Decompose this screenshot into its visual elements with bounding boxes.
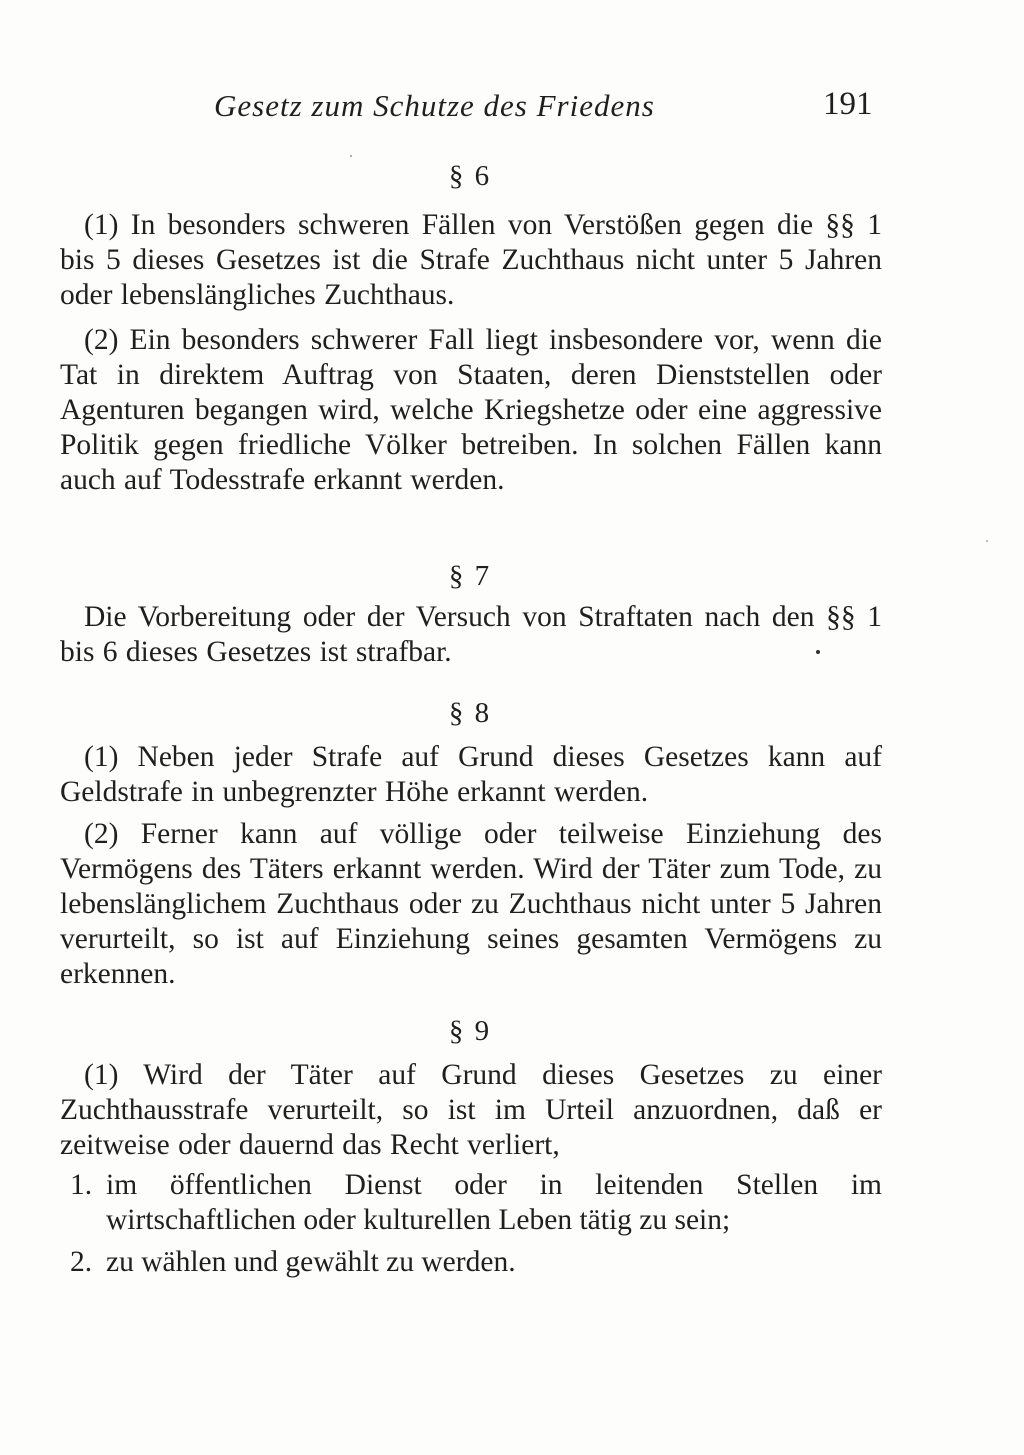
page-number: 191 — [823, 86, 873, 122]
list-item-text: im öffentlichen Dienst oder in leitenden Stellen im wirtschaftlichen oder kulturellen Leben tätig zu sein; — [106, 1169, 882, 1236]
list-item-text: zu wählen und gewählt zu werden. — [106, 1246, 516, 1278]
section-6-paragraph-2: (2) Ein besonders schwerer Fall liegt insbesondere vor, wenn die Tat in direktem Auftrag von Staaten, deren Dienststellen oder Agenturen begangen wird, welche Kriegshetze oder eine aggressive Politik gegen friedliche Völker betreiben. In solchen Fällen kann auch auf Todesstrafe erkannt werden. — [60, 324, 882, 496]
section-heading-8: § 8 — [448, 697, 492, 729]
scan-speck — [350, 155, 352, 157]
scan-speck — [816, 650, 820, 654]
section-8-paragraph-2: (2) Ferner kann auf völlige oder teilweise Einziehung des Vermögens des Täters erkannt werden. Wird der Täter zum Tode, zu lebenslänglichem Zuchthaus oder zu Zuchthaus nicht unter 5 Jahren verurteilt, so ist auf Einziehung seines gesamten Vermögens zu erkennen. — [60, 818, 882, 990]
section-8-paragraph-1: (1) Neben jeder Strafe auf Grund dieses Gesetzes kann auf Geldstrafe in unbegrenzter Höhe erkannt werden. — [60, 741, 882, 808]
section-heading-9: § 9 — [448, 1015, 492, 1047]
section-9-paragraph-1: (1) Wird der Täter auf Grund dieses Gesetzes zu einer Zuchthausstrafe verurteilt, so ist im Urteil anzuordnen, daß er zeitweise oder dauernd das Recht verliert, — [60, 1059, 882, 1161]
list-item-number: 2. — [70, 1246, 93, 1278]
list-item — [70, 1245, 882, 1280]
section-6-paragraph-1: (1) In besonders schweren Fällen von Verstößen gegen die §§ 1 bis 5 dieses Gesetzes ist die Strafe Zuchthaus nicht unter 5 Jahren oder lebenslängliches Zuchthaus. — [60, 209, 882, 311]
list-item-number: 1. — [70, 1169, 93, 1201]
running-head-title: Gesetz zum Schutze des Friedens — [214, 88, 655, 123]
section-heading-6: § 6 — [448, 160, 492, 192]
scan-speck — [986, 540, 988, 542]
section-heading-7: § 7 — [448, 560, 492, 592]
list-item — [70, 1168, 882, 1238]
section-7-paragraph-1: Die Vorbereitung oder der Versuch von Straftaten nach den §§ 1 bis 6 dieses Gesetzes ist strafbar. — [60, 601, 882, 668]
